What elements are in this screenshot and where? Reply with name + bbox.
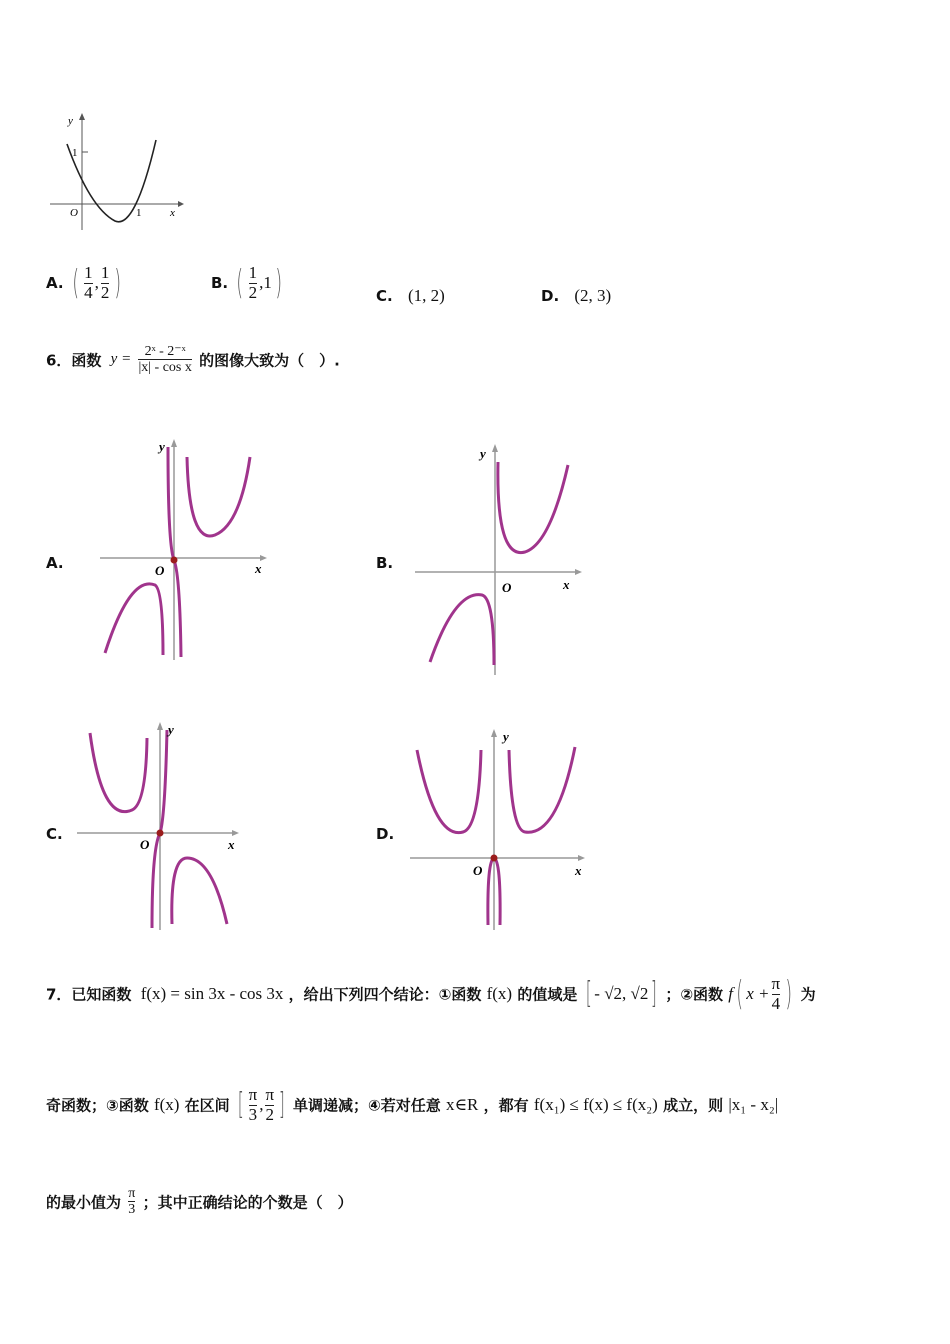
q5-a-sep: , (94, 273, 99, 293)
q6-stem (46, 344, 340, 376)
q5-graph (40, 108, 190, 238)
q7-line2-a: 奇函数；③函数 (46, 1096, 149, 1115)
q5-option-d-text: (2, 3) (574, 286, 612, 305)
q7-fx: f(x) (486, 984, 513, 1004)
q7-int-lbrk: [ (237, 1087, 244, 1123)
q5-a-frac2: $\frac{1}{2}$ (100, 263, 110, 302)
d-y-arrow (491, 729, 497, 737)
q5-option-d[interactable] (541, 286, 611, 306)
q5-origin: O (70, 207, 78, 219)
q5-a-frac1: $\frac{1}{4}$ (84, 263, 93, 302)
q7-f-def: f(x) = sin 3x - cos 3x (140, 984, 284, 1004)
c-x-arrow (232, 830, 239, 836)
q7-fx2: f(x) (153, 1095, 180, 1115)
q7-line-3 (46, 1186, 353, 1218)
q6-fraction (138, 344, 191, 376)
b-o-label: O (502, 580, 512, 595)
d-x-arrow (578, 855, 585, 861)
q6-graph-b[interactable] (410, 440, 590, 680)
q6-prefix: 6．函数 (46, 351, 102, 370)
q6-suffix: 的图像大致为（ ）. (199, 351, 340, 370)
q6-option-a-label[interactable]: A. (46, 554, 64, 572)
q5-a-lparen: ( (72, 263, 79, 304)
d-o-label: O (473, 863, 483, 878)
q7-min-pi-over-3: $\frac{\pi}{3}$ (128, 1186, 136, 1218)
b-x-arrow (575, 569, 582, 575)
q5-a-rparen: ) (114, 263, 122, 304)
a-curve-right (187, 457, 250, 536)
q7-shift-lparen: ( (736, 974, 743, 1015)
q5-y-arrow (79, 113, 85, 120)
a-curve-left (105, 584, 163, 655)
q5-option-d-label: D. (541, 287, 560, 305)
q6-denominator: |x| - cos x (138, 360, 192, 376)
b-x-label: x (563, 577, 570, 592)
c-x-label: x (228, 837, 235, 852)
d-origin-dot (491, 855, 498, 862)
q7-prefix: 7．已知函数 (46, 985, 132, 1004)
q7-line2-b: 在区间 (184, 1096, 230, 1115)
b-y-label: y (480, 446, 486, 461)
b-curve-left (430, 595, 494, 665)
q6-numerator: 2ˣ - 2⁻ˣ (144, 344, 186, 359)
q7-line-2 (46, 1086, 778, 1124)
a-y-arrow (171, 439, 177, 447)
q5-y-label: y (68, 115, 73, 127)
c-curve-right (172, 858, 227, 924)
a-o-label: O (155, 563, 165, 578)
q5-x-label: x (170, 207, 175, 219)
a-origin-dot (171, 557, 178, 564)
q6-graph-a[interactable] (95, 435, 275, 665)
b-curve-right (498, 462, 568, 553)
q7-ineq: f(x₁) ≤ f(x) ≤ f(x₂) (533, 1095, 658, 1115)
q6-option-b-label[interactable]: B. (376, 554, 394, 572)
q7-x-in-r: x∈R (445, 1095, 479, 1115)
q7-line2-d: ，都有 (483, 1096, 529, 1115)
d-y-label: y (503, 729, 509, 744)
q7-line-1 (46, 975, 816, 1013)
q5-option-c-text: (1, 2) (407, 286, 445, 305)
c-origin-dot (157, 830, 164, 837)
q5-option-c-label: C. (376, 287, 393, 305)
q5-b-rest: ,1 (259, 273, 272, 293)
q5-b-rparen: ) (275, 263, 282, 304)
q5-one-y: 1 (72, 147, 78, 159)
q7-interval-sep: , (259, 1095, 264, 1115)
a-y-label: y (159, 439, 165, 454)
q7-f-shift: f (728, 984, 733, 1004)
q7-range-rbrk: ] (651, 976, 658, 1012)
q5-x-arrow (178, 201, 184, 207)
q7-line3-a: 的最小值为 (46, 1193, 122, 1212)
q7-t2: 的值域是 (517, 985, 578, 1004)
q6-y-eq: y = (110, 351, 132, 368)
q5-b-frac: $\frac{1}{2}$ (248, 263, 258, 302)
q7-shift-rparen: ) (785, 974, 793, 1015)
b-y-arrow (492, 444, 498, 452)
q7-pi-over-3: $\frac{\pi}{3}$ (248, 1085, 258, 1124)
a-x-label: x (255, 561, 262, 576)
q5-b-lparen: ( (236, 263, 244, 304)
q7-t1: ，给出下列四个结论：①函数 (288, 985, 482, 1004)
q7-pi-over-4: $\frac{\pi}{4}$ (771, 974, 781, 1013)
q7-absdiff: |x₁ - x₂| (728, 1095, 779, 1115)
q6-option-c-label[interactable]: C. (46, 825, 63, 843)
d-curve-left (417, 750, 481, 833)
q7-t4: 为 (800, 985, 816, 1004)
q5-curve (67, 140, 156, 222)
q7-line3-b: ；其中正确结论的个数是（ ） (142, 1193, 353, 1212)
q7-line2-e: 成立，则 (663, 1096, 724, 1115)
q7-pi-over-2: $\frac{\pi}{2}$ (265, 1085, 275, 1124)
c-y-arrow (157, 722, 163, 730)
q7-t3: ；②函数 (665, 985, 724, 1004)
q7-range-lbrk: [ (585, 976, 592, 1012)
q6-graph-d[interactable] (405, 725, 590, 935)
q5-option-a-label: A. (46, 274, 64, 293)
d-curve-right (509, 747, 575, 832)
q6-option-d-label[interactable]: D. (376, 825, 395, 843)
c-curve-left (90, 733, 147, 812)
q7-range: - √2, √2 (594, 984, 649, 1004)
c-o-label: O (140, 837, 150, 852)
q7-shift-x: x + (746, 984, 770, 1004)
c-y-label: y (168, 722, 174, 737)
q5-option-c[interactable] (376, 286, 445, 306)
d-x-label: x (575, 863, 582, 878)
q5-one-x: 1 (136, 207, 142, 219)
q5-option-a[interactable] (46, 264, 125, 302)
q7-int-rbrk: ] (278, 1087, 285, 1123)
q5-option-b-label: B. (211, 274, 229, 293)
q6-graph-c[interactable] (72, 718, 252, 938)
q7-line2-c: 单调递减；④若对任意 (293, 1096, 441, 1115)
q5-option-b[interactable] (211, 264, 285, 302)
